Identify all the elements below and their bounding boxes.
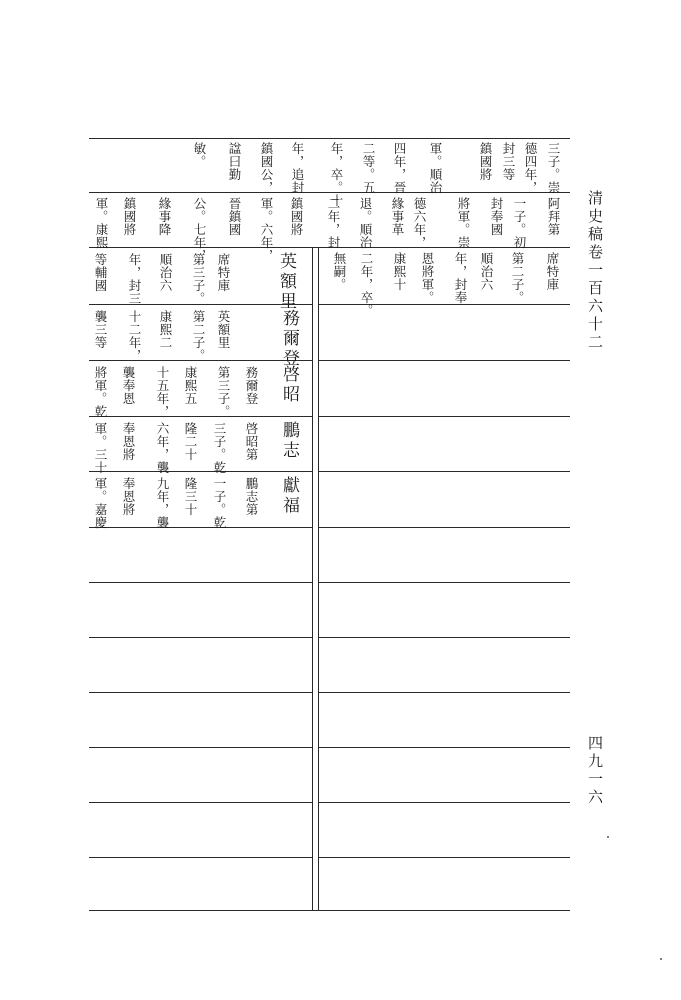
text-column: 二年，封 (326, 197, 341, 249)
text-column: 第二子。 (510, 252, 525, 304)
text-column: 隆二十 (183, 422, 198, 461)
text-column: 敏。 (192, 142, 207, 168)
text-column: 四年，晉 (392, 142, 407, 194)
text-column: 軍。嘉慶 (93, 477, 108, 529)
row-divider (89, 857, 312, 858)
text-column: 三子。乾 (212, 422, 227, 474)
text-column: 第二子。 (191, 310, 206, 362)
scan-speck (660, 958, 662, 960)
person-name: 英額里 (276, 252, 296, 312)
text-column: 恩將軍。 (420, 252, 435, 304)
person-name: 啓昭 (279, 365, 299, 405)
text-column: 等輔國 (93, 253, 108, 292)
person-name: 鵬志 (279, 421, 299, 461)
text-column: 無嗣。 (332, 252, 347, 291)
text-column: 年，追封 (290, 142, 305, 194)
text-column: 封三等 (501, 142, 516, 181)
text-column: 康熙十 (392, 252, 407, 291)
scan-speck (607, 836, 609, 838)
person-name: 獻福 (279, 476, 299, 516)
row-divider (89, 692, 312, 693)
text-column: 奉恩將 (121, 477, 136, 516)
table-bottom-rule (89, 910, 570, 911)
row-divider (318, 304, 570, 305)
text-column: 三子。崇 (546, 142, 561, 194)
text-column: 年，封三 (127, 253, 142, 305)
text-column: 德六年， (412, 197, 427, 249)
text-column: 軍。康熙 (94, 197, 109, 249)
row-divider (318, 692, 570, 693)
row-divider (318, 857, 570, 858)
text-column: 二年，卒。 (359, 252, 374, 317)
text-column: 封奉國 (489, 197, 504, 236)
text-column: 英額里 (216, 310, 231, 349)
row-divider (89, 416, 312, 417)
row-divider (318, 416, 570, 417)
row-divider (89, 802, 312, 803)
row-divider (318, 360, 570, 361)
text-column: 鎮國公， (259, 142, 274, 194)
text-column: 阿拜第 (546, 197, 561, 236)
text-column: 啓昭第 (244, 422, 259, 461)
text-column: 二等。五 (361, 142, 376, 194)
row-divider (318, 802, 570, 803)
row-divider (318, 471, 570, 472)
text-column: 軍。六年， (259, 197, 274, 262)
text-column: 軍。順治 (428, 142, 443, 194)
row-divider (89, 747, 312, 748)
row-divider (89, 582, 312, 583)
text-column: 席特庫 (545, 252, 560, 291)
page-number: 四九一六 (586, 735, 604, 807)
running-head: 清史稿卷一百六十二 (586, 190, 604, 352)
text-column: 康熙五 (183, 366, 198, 405)
text-column: 一子。乾 (212, 477, 227, 529)
text-column: 將軍。崇 (456, 197, 471, 249)
text-column: 九年，襲 (155, 477, 170, 529)
row-divider (89, 527, 312, 528)
text-column: 十二年， (127, 310, 142, 362)
text-column: 年，卒。十 (329, 142, 344, 207)
person-name: 務爾登 (279, 309, 299, 369)
text-column: 一子。初 (512, 197, 527, 249)
row-divider (89, 471, 312, 472)
text-column: 務爾登 (244, 366, 259, 405)
text-column: 襲奉恩 (121, 366, 136, 405)
text-column: 鵬志第 (244, 477, 259, 516)
text-column: 順治六 (479, 252, 494, 291)
row-divider (318, 582, 570, 583)
text-column: 德四年， (523, 142, 538, 194)
text-column: 緣事革 (390, 197, 405, 236)
text-column: 年，封奉 (453, 252, 468, 304)
text-column: 六年，襲 (155, 422, 170, 474)
row-divider (318, 527, 570, 528)
text-column: 第三子。 (216, 366, 231, 418)
text-column: 鎮國將 (122, 197, 137, 236)
text-column: 第三子。 (191, 253, 206, 305)
text-column: 襲三等 (93, 310, 108, 349)
table-top-rule (89, 138, 570, 139)
center-divider-right (318, 247, 319, 910)
text-column: 十五年， (155, 366, 170, 418)
center-divider-left (312, 247, 313, 910)
text-column: 鎮國將 (289, 197, 304, 236)
text-column: 奉恩將 (121, 422, 136, 461)
text-column: 將軍。乾 (93, 366, 108, 418)
text-column: 順治六 (158, 253, 173, 292)
text-column: 隆三十 (183, 477, 198, 516)
text-column: 軍。三十 (93, 422, 108, 474)
text-column: 緣事降 (157, 197, 172, 236)
text-column: 康熙二 (158, 310, 173, 349)
row-divider (318, 637, 570, 638)
text-column: 鎮國將 (478, 142, 493, 181)
text-column: 退。順治 (358, 197, 373, 249)
text-column: 席特庫 (216, 253, 231, 292)
row-divider (89, 637, 312, 638)
text-column: 晉鎮國 (227, 197, 242, 236)
text-column: 公。七年， (192, 197, 207, 262)
text-column: 諡曰勤 (227, 142, 242, 181)
row-divider (318, 747, 570, 748)
